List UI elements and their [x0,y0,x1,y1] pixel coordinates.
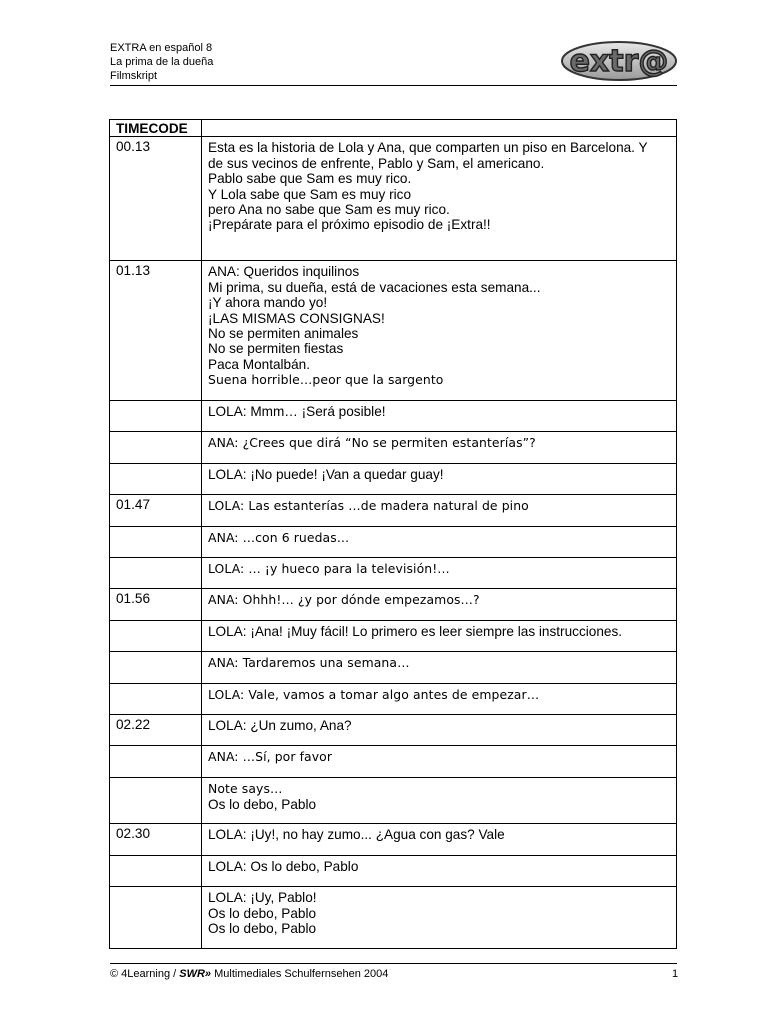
table-row [110,887,677,949]
dialogue-line: LOLA: Vale, vamos a tomar algo antes de empezar… [208,687,540,703]
dialogue-line: Mi prima, su dueña, está de vacaciones esta semana... [208,279,541,295]
footer-publisher: Multimediales Schulfernsehen 2004 [211,968,389,980]
table-row [110,684,677,715]
dialogue-line: LOLA: Os lo debo, Pablo [208,859,359,875]
dialogue-cell [202,824,677,856]
timecode-cell [110,621,202,652]
dialogue-cell [202,856,677,887]
dialogue-cell [202,464,677,495]
dialogue-cell [202,887,677,949]
table-row [110,261,677,401]
dialogue-cell [202,621,677,652]
dialogue-cell [202,137,677,261]
timecode-cell: 01.13 [110,261,202,401]
dialogue-line: LOLA: Mmm… ¡Será posible! [208,404,386,420]
dialogue-cell [202,558,677,589]
dialogue-cell [202,495,677,527]
dialogue-line: LOLA: Las estanterías …de madera natural de pino [208,498,529,514]
dialogue-line: ANA: Ohhh!… ¿y por dónde empezamos…? [208,592,480,608]
timecode-cell [110,856,202,887]
table-row [110,432,677,464]
dialogue-line: No se permiten animales [208,326,359,342]
dialogue-line: LOLA: ¿Un zumo, Ana? [208,718,352,734]
dialogue-line: Suena horrible…peor que la sargento [208,372,444,388]
table-row [110,558,677,589]
dialogue-line: ANA: …con 6 ruedas… [208,530,350,546]
dialogue-line: Os lo debo, Pablo [208,796,317,812]
dialogue-line: Note says… [208,781,283,797]
document-header [110,41,213,83]
header-divider [110,85,677,86]
dialogue-cell [202,261,677,401]
dialogue-cell [202,589,677,621]
table-row [110,856,677,887]
header-document-type: Filmskript [110,70,158,82]
timecode-cell [110,652,202,684]
dialogue-cell [202,652,677,684]
table-row [110,401,677,432]
table-row [110,137,677,261]
header-episode-title: La prima de la dueña [110,56,214,68]
timecode-cell [110,746,202,778]
timecode-column-header: TIMECODE [110,120,202,137]
dialogue-line: Pablo sabe que Sam es muy rico. [208,171,412,187]
table-row [110,621,677,652]
timecode-cell [110,887,202,949]
dialogue-line: No se permiten fiestas [208,341,344,357]
logo-text: extr@ [569,44,669,79]
dialogue-cell [202,432,677,464]
dialogue-line: ANA: Queridos inquilinos [208,264,360,280]
dialogue-cell [202,778,677,824]
timecode-cell [110,464,202,495]
footer-divider [110,963,677,964]
dialogue-line: pero Ana no sabe que Sam es muy rico. [208,202,450,218]
dialogue-line: ¡Y ahora mando yo! [208,295,328,311]
dialogue-cell [202,401,677,432]
timecode-cell [110,527,202,558]
dialogue-line: Paca Montalbán. [208,356,311,372]
dialogue-line: LOLA: ¡Uy, Pablo! [208,890,317,906]
table-row [110,824,677,856]
timecode-cell: 01.47 [110,495,202,527]
extra-logo [560,40,678,82]
dialogue-line: ANA: ¿Crees que dirá “No se permiten estanterías”? [208,435,536,451]
dialogue-line: LOLA: … ¡y hueco para la televisión!… [208,561,450,577]
timecode-cell [110,558,202,589]
dialogue-line: LOLA: ¡Uy!, no hay zumo... ¿Agua con gas? Vale [208,827,505,843]
header-series-title: EXTRA en español 8 [110,42,213,54]
dialogue-line: LOLA: ¡Ana! ¡Muy fácil! Lo primero es leer siempre las instrucciones. [208,624,623,640]
table-row [110,652,677,684]
timecode-cell: 01.56 [110,589,202,621]
footer-credit [110,968,388,980]
dialogue-line: Esta es la historia de Lola y Ana, que comparten un piso en Barcelona. Y [208,140,648,156]
timecode-cell [110,401,202,432]
swr-logo: SWR» [179,968,212,980]
timecode-cell [110,684,202,715]
timecode-cell [110,432,202,464]
dialogue-column-header [202,120,677,137]
timecode-cell: 02.30 [110,824,202,856]
dialogue-line: de sus vecinos de enfrente, Pablo y Sam, el americano. [208,155,545,171]
dialogue-line: ANA: Tardaremos una semana… [208,655,410,671]
page-number: 1 [672,968,679,980]
dialogue-line: ¡Prepárate para el próximo episodio de ¡Extra!! [208,217,491,233]
table-row [110,746,677,778]
table-row [110,589,677,621]
script-table [109,119,677,949]
timecode-cell [110,778,202,824]
table-header-row [110,120,677,137]
dialogue-line: Y Lola sabe que Sam es muy rico [208,186,412,202]
dialogue-cell [202,715,677,746]
dialogue-line: Os lo debo, Pablo [208,921,317,937]
timecode-cell: 02.22 [110,715,202,746]
dialogue-line: LOLA: ¡No puede! ¡Van a quedar guay! [208,467,444,483]
dialogue-cell [202,684,677,715]
footer-copyright: © 4Learning / [110,968,180,980]
table-row [110,715,677,746]
dialogue-cell [202,527,677,558]
table-row [110,495,677,527]
dialogue-line: ¡LAS MISMAS CONSIGNAS! [208,310,385,326]
timecode-cell: 00.13 [110,137,202,261]
dialogue-line: Os lo debo, Pablo [208,905,317,921]
table-row [110,527,677,558]
dialogue-cell [202,746,677,778]
table-row [110,464,677,495]
dialogue-line: ANA: …Sí, por favor [208,749,333,765]
table-row [110,778,677,824]
